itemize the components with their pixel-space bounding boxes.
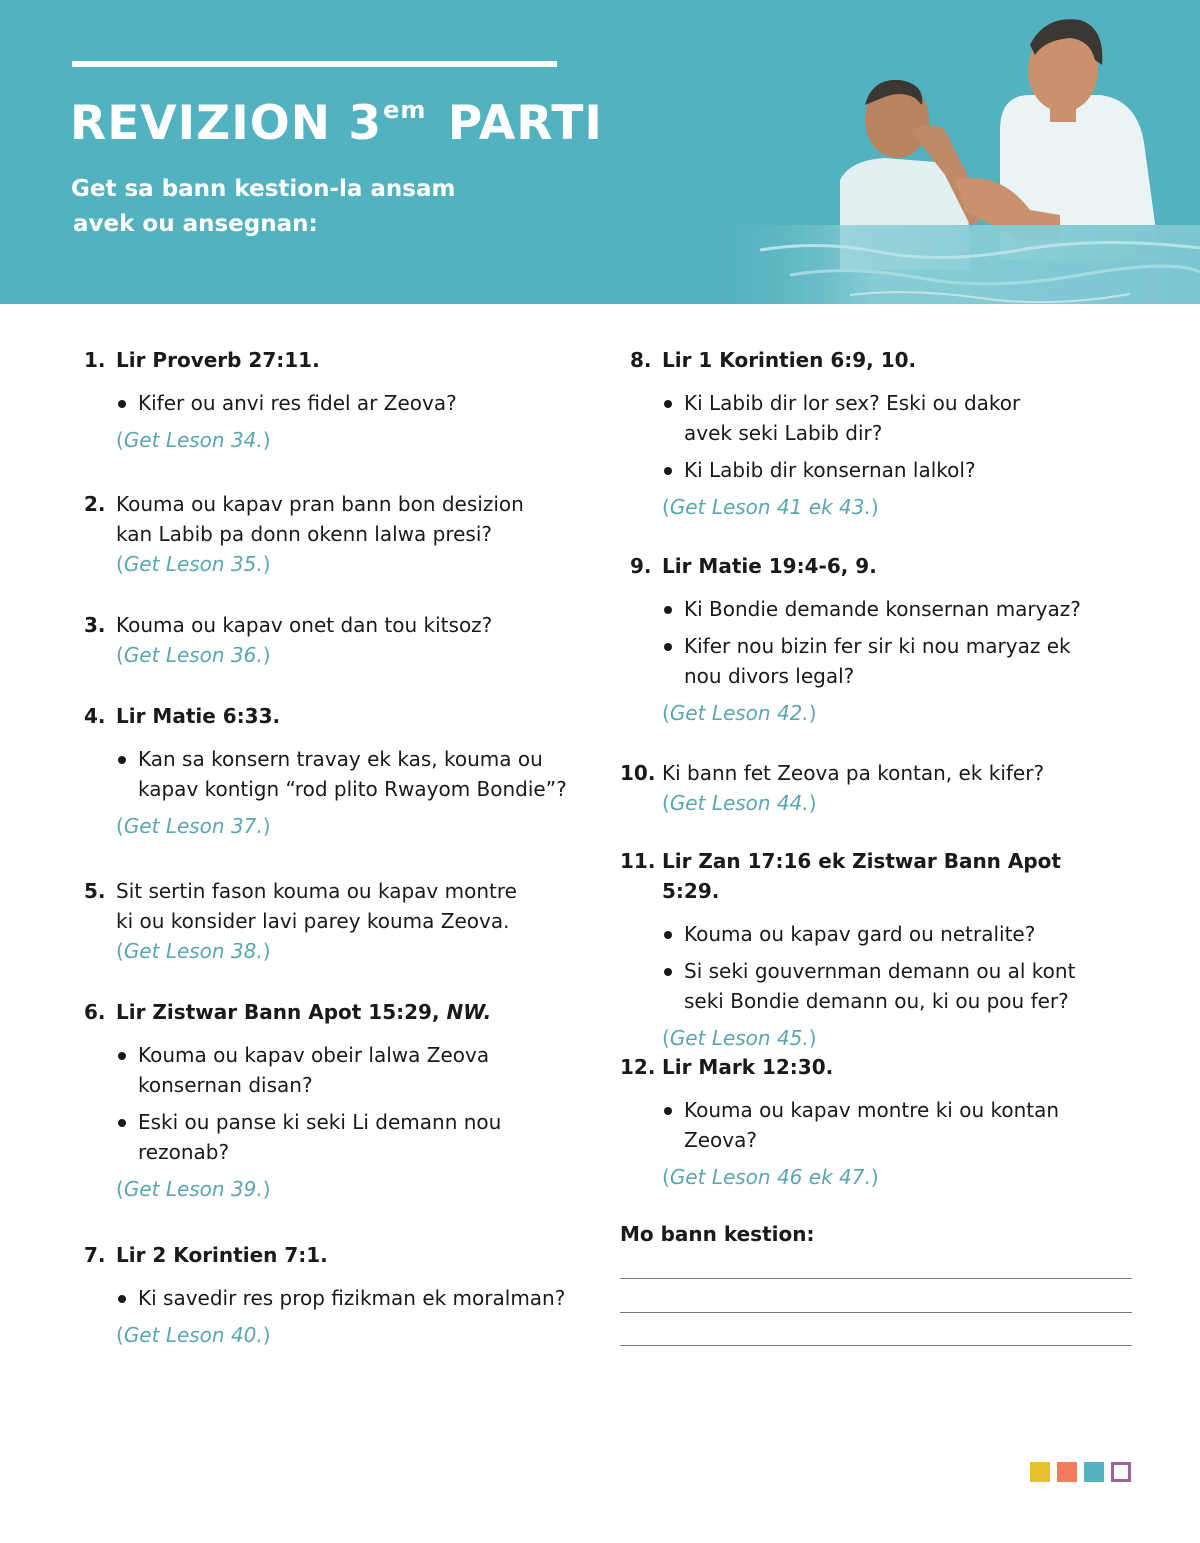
question-number: 2. [84, 492, 106, 516]
question-bullet: Ki Labib dir konsernan lalkol? [662, 455, 1060, 485]
question-heading: Lir Mark 12:30. [662, 1055, 834, 1079]
question-bullet: Kifer ou anvi res fidel ar Zeova? [116, 388, 584, 418]
question-8 [630, 345, 1060, 522]
question-bullet: Ki Bondie demande konsernan maryaz? [662, 594, 1100, 624]
question-number: 4. [84, 704, 106, 728]
lesson-reference[interactable]: (Get Leson 41 ek 43.) [662, 495, 879, 519]
question-bullet: Kouma ou kapav obeir lalwa Zeova konsernan disan? [116, 1040, 514, 1100]
question-text: Kouma ou kapav pran bann bon desizion [116, 492, 524, 516]
lesson-reference-text: Get Leson 34. [123, 428, 263, 452]
lesson-reference-text: Get Leson 38. [123, 939, 263, 963]
question-number: 10. [620, 761, 656, 785]
writing-line-2[interactable] [620, 1312, 1132, 1313]
lesson-reference[interactable]: (Get Leson 42.) [662, 701, 817, 725]
question-text: Ki bann fet Zeova pa kontan, ek kifer? [662, 761, 1045, 785]
question-number: 12. [620, 1055, 656, 1079]
title-superscript: em [383, 96, 427, 125]
my-questions-label: Mo bann kestion: [620, 1222, 815, 1246]
writing-line-3[interactable] [620, 1345, 1132, 1346]
lesson-reference-text: Get Leson 35. [123, 552, 263, 576]
lesson-reference[interactable]: (Get Leson 34.) [116, 428, 271, 452]
question-heading: Lir Matie 6:33. [116, 704, 281, 728]
writing-line-1[interactable] [620, 1278, 1132, 1279]
question-2 [84, 489, 584, 579]
question-1 [84, 345, 584, 455]
subtitle-line-1: Get sa bann kestion-la ansam [71, 176, 456, 202]
question-9 [630, 551, 1100, 728]
header-banner [0, 0, 1200, 304]
question-heading: Lir Proverb 27:11. [116, 348, 320, 372]
question-11 [620, 846, 1110, 1053]
lesson-reference-text: Get Leson 39. [123, 1177, 263, 1201]
question-3 [84, 610, 584, 670]
lesson-reference-text: Get Leson 41 ek 43. [669, 495, 871, 519]
question-10 [620, 758, 1100, 818]
question-number: 1. [84, 348, 106, 372]
lesson-reference-text: Get Leson 37. [123, 814, 263, 838]
question-number: 5. [84, 879, 106, 903]
lesson-reference[interactable]: (Get Leson 45.) [662, 1026, 817, 1050]
question-number: 11. [620, 849, 656, 873]
question-number: 7. [84, 1243, 106, 1267]
lesson-reference[interactable]: (Get Leson 35.) [116, 552, 271, 576]
lesson-reference-text: Get Leson 40. [123, 1323, 263, 1347]
translation-abbrev: NW. [446, 1000, 492, 1024]
swatch-purple-outline-icon [1111, 1462, 1131, 1482]
question-bullet: Kifer nou bizin fer sir ki nou maryaz ek nou divors legal? [662, 631, 1074, 691]
subtitle-line-2: avek ou ansegnan: [73, 211, 318, 237]
page-subtitle [71, 172, 456, 242]
question-4 [84, 701, 594, 841]
question-7 [84, 1240, 584, 1350]
lesson-reference-text: Get Leson 36. [123, 643, 263, 667]
question-heading: Lir 1 Korintien 6:9, 10. [662, 348, 917, 372]
question-text: Sit sertin fason kouma ou kapav montre [116, 879, 517, 903]
question-heading: Lir Zistwar Bann Apot 15:29, [116, 1000, 440, 1024]
lesson-reference[interactable]: (Get Leson 36.) [116, 643, 271, 667]
question-heading: Lir Matie 19:4-6, 9. [662, 554, 877, 578]
question-bullet: Kouma ou kapav gard ou netralite? [662, 919, 1110, 949]
question-text: ki ou konsider lavi parey kouma Zeova. [116, 909, 510, 933]
question-bullet: Eski ou panse ki seki Li demann nou rezonab? [116, 1107, 514, 1167]
page-title [70, 96, 603, 151]
question-heading: Lir 2 Korintien 7:1. [116, 1243, 328, 1267]
question-number: 6. [84, 1000, 106, 1024]
question-number: 3. [84, 613, 106, 637]
question-bullet: Ki savedir res prop fizikman ek moralman? [116, 1283, 584, 1313]
lesson-reference[interactable]: (Get Leson 40.) [116, 1323, 271, 1347]
question-12 [620, 1052, 1090, 1192]
question-heading: Lir Zan 17:16 ek Zistwar Bann Apot 5:29. [662, 849, 1061, 903]
lesson-reference-text: Get Leson 42. [669, 701, 809, 725]
lesson-reference-text: Get Leson 45. [669, 1026, 809, 1050]
question-bullet: Kan sa konsern travay ek kas, kouma ou kapav kontign “rod plito Rwayom Bondie”? [116, 744, 594, 804]
lesson-reference-text: Get Leson 46 ek 47. [669, 1165, 871, 1189]
title-main: REVIZION 3 [70, 96, 383, 151]
title-end: PARTI [447, 96, 603, 151]
question-number: 8. [630, 348, 652, 372]
question-number: 9. [630, 554, 652, 578]
question-5 [84, 876, 584, 966]
question-text: kan Labib pa donn okenn lalwa presi? [116, 522, 493, 546]
lesson-reference[interactable]: (Get Leson 37.) [116, 814, 271, 838]
baptism-illustration [700, 0, 1200, 304]
header-rule [72, 61, 557, 67]
question-bullet: Si seki gouvernman demann ou al kont seki Bondie demann ou, ki ou pou fer? [662, 956, 1110, 1016]
lesson-reference-text: Get Leson 44. [669, 791, 809, 815]
lesson-reference[interactable]: (Get Leson 38.) [116, 939, 271, 963]
lesson-reference[interactable]: (Get Leson 39.) [116, 1177, 271, 1201]
question-bullet: Kouma ou kapav montre ki ou kontan Zeova? [662, 1095, 1090, 1155]
swatch-yellow-icon [1030, 1462, 1050, 1482]
lesson-reference[interactable]: (Get Leson 44.) [662, 791, 817, 815]
lesson-reference[interactable]: (Get Leson 46 ek 47.) [662, 1165, 879, 1189]
question-bullet: Ki Labib dir lor sex? Eski ou dakor avek seki Labib dir? [662, 388, 1060, 448]
swatch-coral-icon [1057, 1462, 1077, 1482]
swatch-teal-icon [1084, 1462, 1104, 1482]
question-text: Kouma ou kapav onet dan tou kitsoz? [116, 613, 493, 637]
question-6 [84, 997, 514, 1204]
